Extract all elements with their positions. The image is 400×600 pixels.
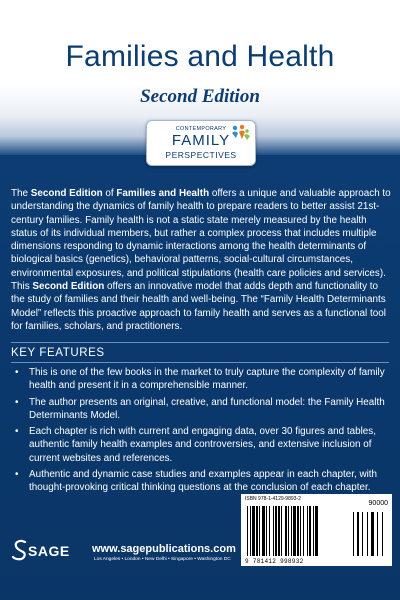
barcode-bar [285,506,287,556]
series-logo [146,120,256,166]
barcode-bar [269,506,270,556]
series-logo-line1: CONTEMPORARY [175,126,227,132]
barcode-bar [250,506,251,556]
barcode-bar [252,506,255,556]
key-feature-text: Each chapter is rich with current and engaging data, over 30 figures and tables, authentic family health examples and controversies, and extensive inclusion of current websites and references. [29,426,376,464]
key-feature-text: This is one of the few books in the market to truly capture the complexity of family health and present it in a comprehensible manner. [29,367,385,392]
barcode-bar [281,506,282,556]
barcode-bar [353,512,354,556]
book-title: Families and Health [65,40,335,73]
barcode-bar [297,506,299,556]
bullet-icon: • [15,469,19,481]
barcode-bar [291,506,292,556]
description-emphasis: Families and Health [116,188,210,199]
barcode-bar [278,506,280,556]
description-text: offers a unique and valuable approach to understanding the dynamics of family health to prepare readers to better assist 21st-century families. Family health is not a static state merely measured by the health status of its individual members, but rather a complex process that includes multiple dimensions responding to dynamic interactions among the health determinants of biological basics (genetics), behavioral patterns, social-cultural circumstances, environmental exposures, and political stipulations (health care policies and services). This [11,188,391,293]
barcode-bar [288,506,289,556]
sage-logo-icon [11,539,29,561]
barcode-bar [357,512,359,556]
family-figures-icon [229,124,251,146]
publisher-cities: Los Angeles • London • New Delhi • Singapore • Washington DC [94,557,231,562]
book-description [11,187,391,333]
series-logo-line2: FAMILY [171,132,231,149]
description-emphasis: Second Edition [32,281,105,293]
description-text: of [102,188,117,199]
series-logo-line3: PERSPECTIVES [165,150,237,160]
bullet-icon: • [15,396,19,408]
barcode-bar [293,506,296,556]
barcode-bar [313,506,314,556]
barcode-bar [377,512,378,556]
description-text: offers an innovative model that adds depth and functionality to the study of families and their health and well-being. The “Family Health Determinants Model” reflects this proactive approach to family health and serves as a functional tool for families, scholars, and practitioners. [11,281,386,332]
key-feature-item [11,396,391,423]
price-code: 90000 [368,500,388,507]
barcode-bar [382,512,383,556]
barcode-bar [300,506,301,556]
key-feature-text: Authentic and dynamic case studies and examples appear in each chapter, with thought-provoking critical thinking questions at the conclusion of each chapter. [29,469,378,494]
barcode-icon [241,494,392,566]
key-feature-text: The author presents an original, creative, and functional model: the Family Health Determinants Model. [29,396,385,421]
publisher-url[interactable]: www.sagepublications.com [92,543,236,555]
publisher-name: SAGE [28,543,70,559]
bullet-icon: • [15,367,19,378]
description-emphasis: Second Edition [30,188,103,199]
barcode-bar [309,506,311,556]
description-text: The [11,188,31,199]
key-feature-item [11,468,391,495]
barcode-number: 9 781412 998932 [245,558,304,565]
bullet-icon: • [15,426,19,438]
key-features-heading: KEY FEATURES [11,347,105,359]
barcode-bar [303,506,304,556]
divider-top [11,342,389,343]
barcode-box [241,494,392,566]
barcode-bar [259,506,260,556]
barcode-bar [367,512,368,556]
key-features-list [11,366,391,498]
book-edition: Second Edition [140,86,260,107]
barcode-bar [315,506,318,556]
barcode-bar [262,506,265,556]
barcode-bar [362,512,363,556]
barcode-bar [371,512,374,556]
key-feature-item [11,366,391,393]
barcode-bar [275,506,277,556]
barcode-bar [273,506,274,556]
key-feature-item [11,425,391,465]
divider-bottom [11,362,389,363]
barcode-bar [256,506,258,556]
barcode-bar [247,506,248,556]
barcode-bar [266,506,267,556]
isbn-text: ISBN 978-1-4129-9893-2 [245,496,301,502]
barcode-bar [307,506,308,556]
